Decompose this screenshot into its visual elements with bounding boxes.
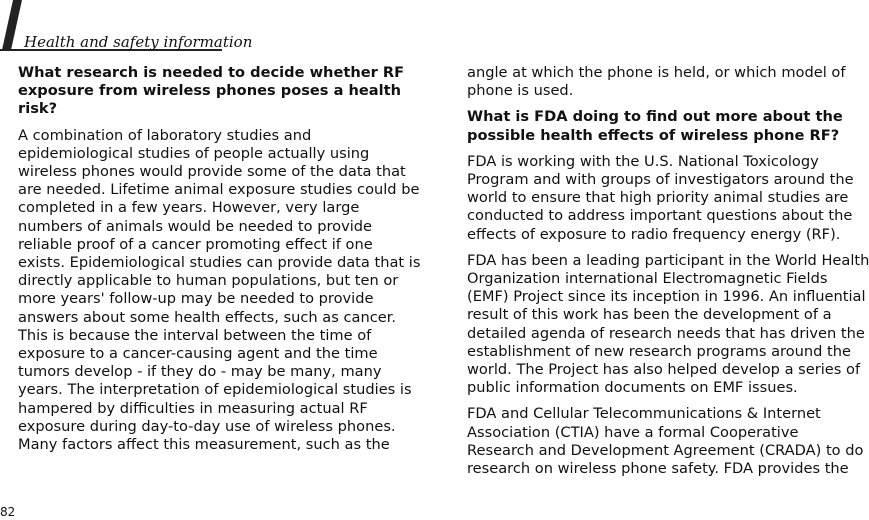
- running-head-title: Health and safety information: [24, 33, 253, 51]
- right-heading: What is FDA doing to find out more about the possible health effects of wireless phone RF?: [467, 108, 843, 144]
- right-paragraph-1: FDA is working with the U.S. National Toxicology Program and with groups of investigators around the world to ensure that high priority animal studies are conducted to address important questions about the effects of exposure to radio frequency energy (RF).: [467, 152, 854, 243]
- right-column: [467, 64, 869, 486]
- right-paragraph-2: FDA has been a leading participant in the World Health Organization international Electromagnetic Fields (EMF) Project since its inception in 1996. An influential result of this work has been the development of a detailed agenda of research needs that has driven the establishment of new research programs around the world. The Project has also helped develop a series of public information documents on EMF issues.: [467, 251, 869, 397]
- left-heading: What research is needed to decide whether RF exposure from wireless phones poses a health risk?: [18, 64, 405, 118]
- left-paragraph: A combination of laboratory studies and epidemiological studies of people actually using wireless phones would provide some of the data that are needed. Lifetime animal exposure studies could be completed in a few years. However, very large numbers of animals would be needed to provide reliable proof of a cancer promoting effect if one exists. Epidemiological studies can provide data that is directly applicable to human populations, but ten or more years' follow-up may be needed to provide answers about some health effects, such as cancer. This is because the interval between the time of exposure to a cancer-causing agent and the time tumors develop - if they do - may be many, many years. The interpretation of epidemiological studies is hampered by difficulties in measuring actual RF exposure during day-to-day use of wireless phones. Many factors affect this measurement, such as the: [18, 126, 421, 454]
- page-number: 82: [0, 505, 16, 519]
- left-column: [18, 64, 424, 462]
- right-paragraph-3: FDA and Cellular Telecommunications & Internet Association (CTIA) have a formal Cooperative Research and Development Agreement (CRADA) to do research on wireless phone safety. FDA provides the: [467, 405, 864, 478]
- right-continuation: angle at which the phone is held, or which model of phone is used.: [467, 64, 846, 100]
